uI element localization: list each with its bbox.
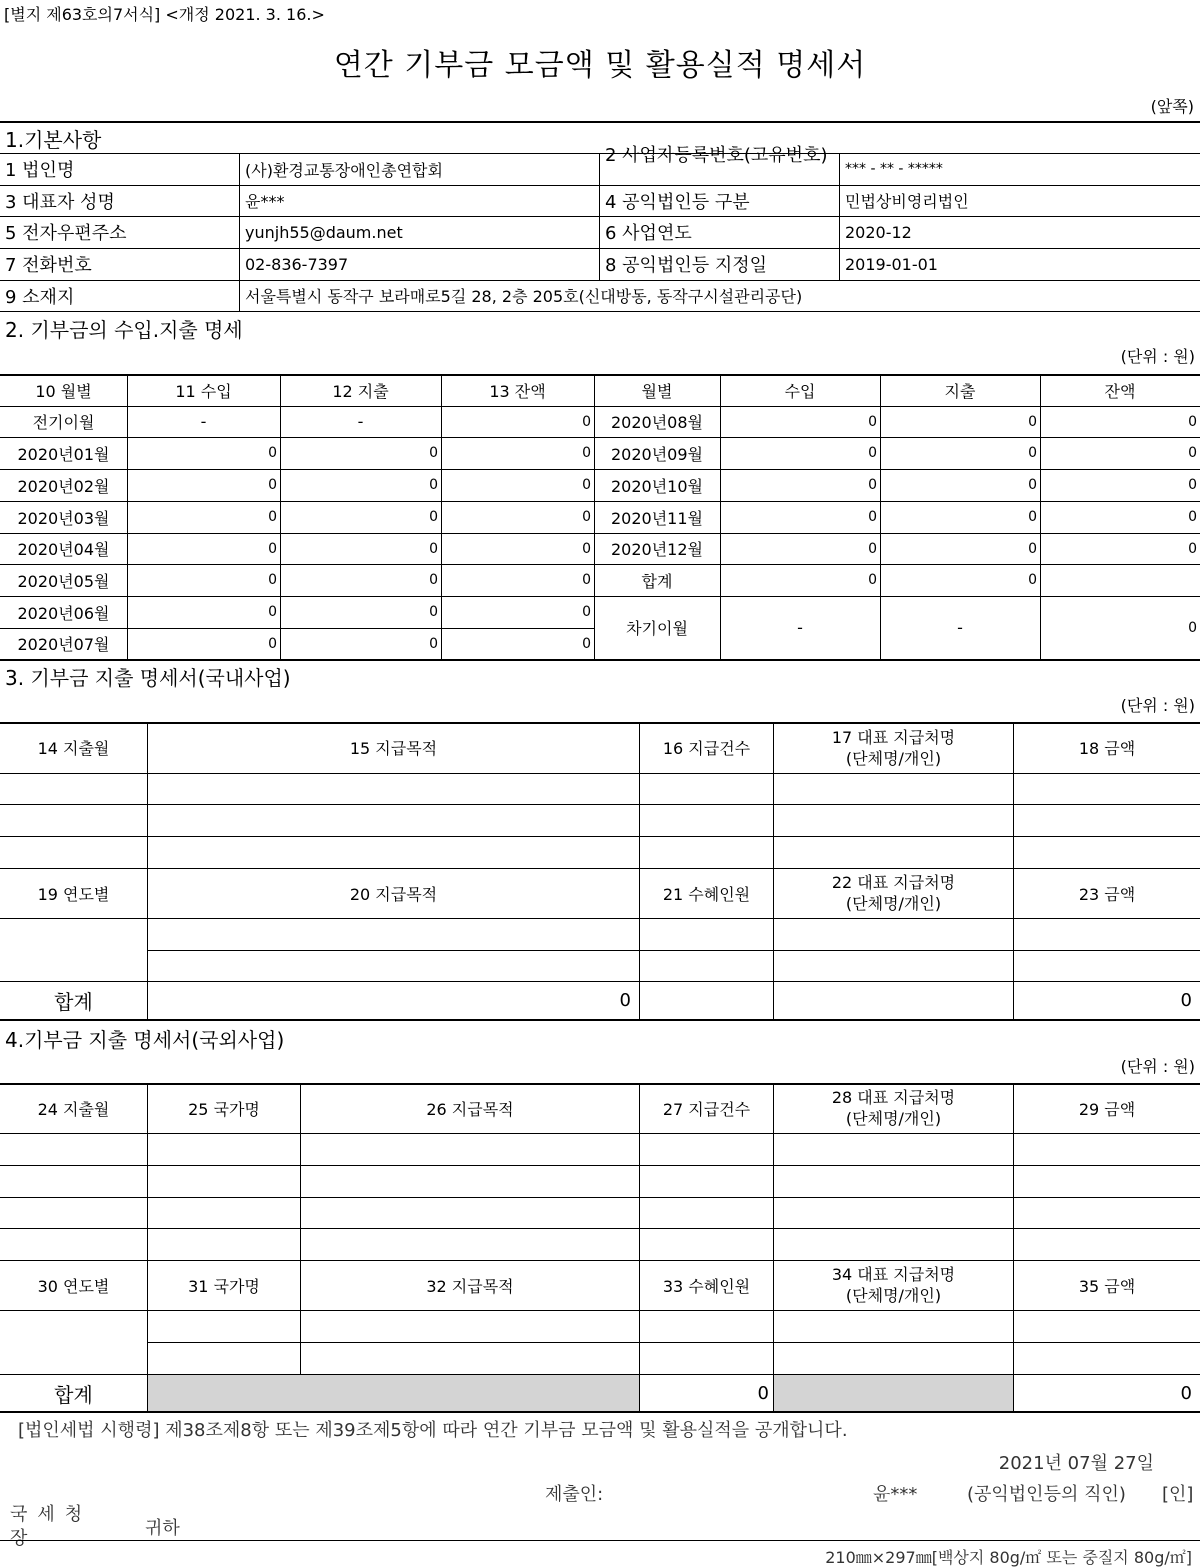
legal-statement: [법인세법 시행령] 제38조제8항 또는 제39조제5항에 따라 연간 기부금 모금액 및 활용실적을 공개합니다. xyxy=(18,1420,848,1441)
email-value: yunjh55@daum.net xyxy=(245,222,403,242)
month-label: 2020년11월 xyxy=(611,508,703,528)
total-label: 합계 xyxy=(54,1382,93,1407)
unit-label: (단위 : 원) xyxy=(1120,696,1195,715)
submit-date: 2021년 07월 27일 xyxy=(998,1453,1154,1474)
header-recipient: 34 대표 지급처명 (단체명/개인) xyxy=(831,1265,956,1305)
header-beneficiaries: 33 수혜인원 xyxy=(662,1276,751,1296)
unit-label: (단위 : 원) xyxy=(1120,347,1195,366)
paper-spec: 210㎜×297㎜[백상지 80g/㎡ 또는 중질지 80g/㎡] xyxy=(825,1548,1192,1567)
header-year: 30 연도별 xyxy=(37,1276,110,1296)
month-label: 2020년02월 xyxy=(17,476,110,496)
month-label: 합계 xyxy=(641,571,673,591)
header-beneficiaries: 21 수혜인원 xyxy=(662,884,751,904)
total-label: 합계 xyxy=(54,990,93,1014)
corp-type-value: 민법상비영리법인 xyxy=(845,192,969,211)
column-header: 13 잔액 xyxy=(489,381,546,401)
corp-name-value: (사)환경교통장애인총연합회 xyxy=(245,160,443,180)
section-heading: 4.기부금 지출 명세서(국외사업) xyxy=(5,1028,285,1052)
header-purpose: 20 지급목적 xyxy=(349,884,438,904)
representative-value: 윤*** xyxy=(245,192,285,211)
amount-cell: 0 xyxy=(268,445,277,461)
amount-cell: 0 xyxy=(1028,413,1037,430)
recipient-office: 국세청장 xyxy=(10,1504,93,1549)
section-heading: 3. 기부금 지출 명세서(국내사업) xyxy=(5,666,291,690)
header-spend-month: 14 지출월 xyxy=(37,739,110,758)
header-recipient: 28 대표 지급처명 (단체명/개인) xyxy=(831,1088,956,1128)
amount-cell: 0 xyxy=(268,635,277,652)
total-count: 0 xyxy=(757,1382,769,1404)
amount-cell: 0 xyxy=(868,477,877,493)
amount-cell: 0 xyxy=(429,445,438,461)
column-header: 수입 xyxy=(784,381,816,401)
amount-cell: 0 xyxy=(268,477,277,493)
amount-cell: 0 xyxy=(582,635,591,652)
submitter-name: 윤*** xyxy=(873,1484,918,1505)
header-country: 25 국가명 xyxy=(188,1099,260,1119)
address-value: 서울특별시 동작구 보라매로5길 28, 2층 205호(신대방동, 동작구시설관리공단) xyxy=(245,287,803,306)
designation-date-value: 2019-01-01 xyxy=(845,254,938,274)
header-amount: 29 금액 xyxy=(1078,1099,1136,1119)
amount-cell: 0 xyxy=(1028,477,1037,493)
amount-cell: 0 xyxy=(868,445,877,461)
amount-cell: 0 xyxy=(582,604,591,620)
amount-cell: 0 xyxy=(1188,509,1197,525)
column-header: 10 월별 xyxy=(35,381,92,401)
amount-cell: 0 xyxy=(429,509,438,525)
header-recipient: 22 대표 지급처명 (단체명/개인) xyxy=(831,873,956,913)
corp-type-label: 4 공익법인등 구분 xyxy=(605,191,750,213)
header-country: 31 국가명 xyxy=(188,1276,260,1296)
header-amount: 18 금액 xyxy=(1078,739,1136,758)
amount-cell: 0 xyxy=(582,572,591,588)
header-year: 19 연도별 xyxy=(37,884,110,904)
amount-cell: 0 xyxy=(429,635,438,652)
designation-date-label: 8 공익법인등 지정일 xyxy=(605,255,767,276)
header-purpose: 26 지급목적 xyxy=(426,1099,514,1119)
amount-cell: - xyxy=(797,618,803,637)
corp-name-label: 1 법인명 xyxy=(5,160,75,181)
month-label: 2020년06월 xyxy=(17,603,110,623)
amount-cell: 0 xyxy=(1028,509,1037,525)
amount-cell: 0 xyxy=(868,509,877,525)
fiscal-year-value: 2020-12 xyxy=(845,222,912,242)
month-label: 2020년08월 xyxy=(611,413,703,432)
total-count: 0 xyxy=(619,990,631,1011)
total-amount: 0 xyxy=(1180,990,1192,1011)
amount-cell: 0 xyxy=(429,540,438,557)
amount-cell: - xyxy=(957,618,963,637)
amount-cell: 0 xyxy=(1028,540,1037,557)
amount-cell: 0 xyxy=(268,509,277,525)
month-label: 2020년10월 xyxy=(611,476,703,496)
amount-cell: 0 xyxy=(268,572,277,588)
month-label: 2020년09월 xyxy=(611,444,703,464)
amount-cell: 0 xyxy=(1188,445,1197,461)
month-label: 2020년05월 xyxy=(17,571,110,591)
seal-mark: [인] xyxy=(1162,1484,1194,1505)
email-label: 5 전자우편주소 xyxy=(5,223,127,244)
header-purpose: 15 지급목적 xyxy=(349,739,438,758)
header-spend-month: 24 지출월 xyxy=(37,1099,110,1119)
phone-label: 7 전화번호 xyxy=(5,255,92,276)
submitter-role: (공익법인등의 직인) xyxy=(967,1484,1126,1505)
amount-cell: 0 xyxy=(268,540,277,557)
column-header: 11 수입 xyxy=(175,381,232,401)
amount-cell: 0 xyxy=(1028,572,1037,588)
header-count: 27 지급건수 xyxy=(662,1099,751,1119)
form-reference: [별지 제63호의7서식] <개정 2021. 3. 16.> xyxy=(4,5,325,24)
page-side-label: (앞쪽) xyxy=(1150,97,1194,116)
shaded-cell xyxy=(148,1375,639,1411)
amount-cell: - xyxy=(357,412,364,431)
unit-label: (단위 : 원) xyxy=(1120,1057,1195,1076)
amount-cell: 0 xyxy=(582,540,591,557)
header-count: 16 지급건수 xyxy=(662,739,751,758)
section-heading: 2. 기부금의 수입.지출 명세 xyxy=(5,318,243,342)
amount-cell: 0 xyxy=(582,413,591,430)
address-label: 9 소재지 xyxy=(5,286,75,308)
amount-cell: 0 xyxy=(868,413,877,430)
header-recipient: 17 대표 지급처명 (단체명/개인) xyxy=(831,727,956,768)
column-header: 월별 xyxy=(641,381,673,401)
amount-cell: 0 xyxy=(868,572,877,588)
carry-next-label: 차기이월 xyxy=(626,619,688,638)
business-number-label: 2 사업자등록번호(고유번호) xyxy=(605,145,828,166)
amount-cell: - xyxy=(200,412,207,431)
amount-cell xyxy=(1040,564,1200,596)
month-label: 2020년07월 xyxy=(17,635,110,654)
month-label: 2020년04월 xyxy=(17,540,110,559)
month-label: 전기이월 xyxy=(32,413,95,432)
amount-cell: 0 xyxy=(582,445,591,461)
month-label: 2020년03월 xyxy=(17,508,110,528)
honorific: 귀하 xyxy=(145,1518,180,1539)
column-header: 12 지출 xyxy=(332,381,389,401)
column-header: 지출 xyxy=(944,381,976,401)
amount-cell: 0 xyxy=(1188,540,1197,557)
shaded-cell xyxy=(774,1375,1013,1411)
header-amount: 35 금액 xyxy=(1078,1276,1136,1296)
month-label: 2020년12월 xyxy=(611,540,703,559)
month-label: 2020년01월 xyxy=(17,444,110,464)
amount-cell: 0 xyxy=(429,604,438,620)
amount-cell: 0 xyxy=(429,477,438,493)
amount-cell: 0 xyxy=(1188,619,1197,636)
amount-cell: 0 xyxy=(1028,445,1037,461)
amount-cell: 0 xyxy=(582,509,591,525)
header-purpose: 32 지급목적 xyxy=(426,1276,514,1296)
business-number-value: *** - ** - ***** xyxy=(845,161,943,177)
amount-cell: 0 xyxy=(868,540,877,557)
representative-label: 3 대표자 성명 xyxy=(5,191,115,213)
section-heading: 1.기본사항 xyxy=(5,128,102,152)
submitter-label: 제출인: xyxy=(545,1484,604,1505)
amount-cell: 0 xyxy=(268,604,277,620)
column-header: 잔액 xyxy=(1104,381,1136,401)
phone-value: 02-836-7397 xyxy=(245,254,349,274)
amount-cell: 0 xyxy=(429,572,438,588)
fiscal-year-label: 6 사업연도 xyxy=(605,223,692,244)
amount-cell: 0 xyxy=(1188,477,1197,493)
header-amount: 23 금액 xyxy=(1078,884,1136,904)
amount-cell: 0 xyxy=(1188,413,1197,430)
amount-cell: 0 xyxy=(582,477,591,493)
document-title: 연간 기부금 모금액 및 활용실적 명세서 xyxy=(333,48,867,83)
total-amount: 0 xyxy=(1180,1382,1192,1404)
